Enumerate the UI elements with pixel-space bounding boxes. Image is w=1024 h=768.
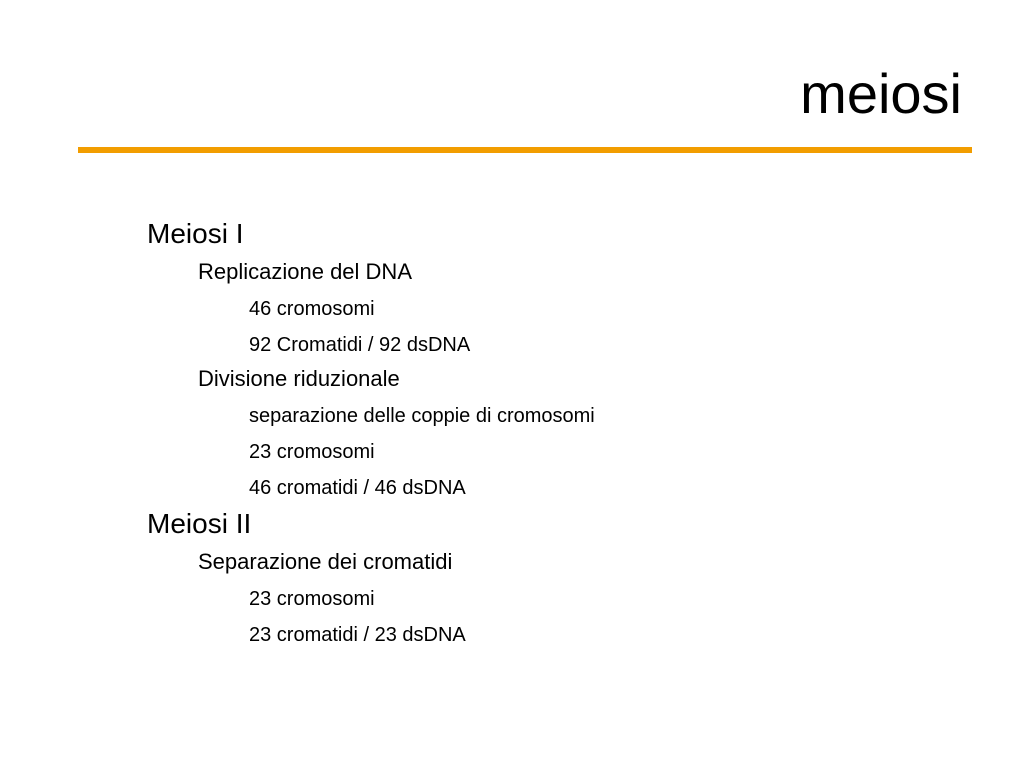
outline-item-meiosi-1: Meiosi I [147,218,244,249]
outline-item-92-cromatidi: 92 Cromatidi / 92 dsDNA [249,334,471,356]
outline-item-23-cromosomi-b: 23 cromosomi [249,588,375,610]
outline-item-separazione-coppie: separazione delle coppie di cromosomi [249,405,595,427]
title-divider [78,147,972,153]
outline-item-23-cromosomi-a: 23 cromosomi [249,441,375,463]
outline-item-replicazione: Replicazione del DNA [198,259,412,284]
outline-item-46-cromosomi: 46 cromosomi [249,298,375,320]
outline-item-divisione-riduzionale: Divisione riduzionale [198,366,400,391]
outline-item-46-cromatidi: 46 cromatidi / 46 dsDNA [249,477,466,499]
bullet-outline [147,210,595,647]
outline-item-meiosi-2: Meiosi II [147,508,252,539]
slide-title: meiosi [800,62,962,125]
outline-item-23-cromatidi: 23 cromatidi / 23 dsDNA [249,624,466,646]
outline-item-separazione-cromatidi: Separazione dei cromatidi [198,549,453,574]
